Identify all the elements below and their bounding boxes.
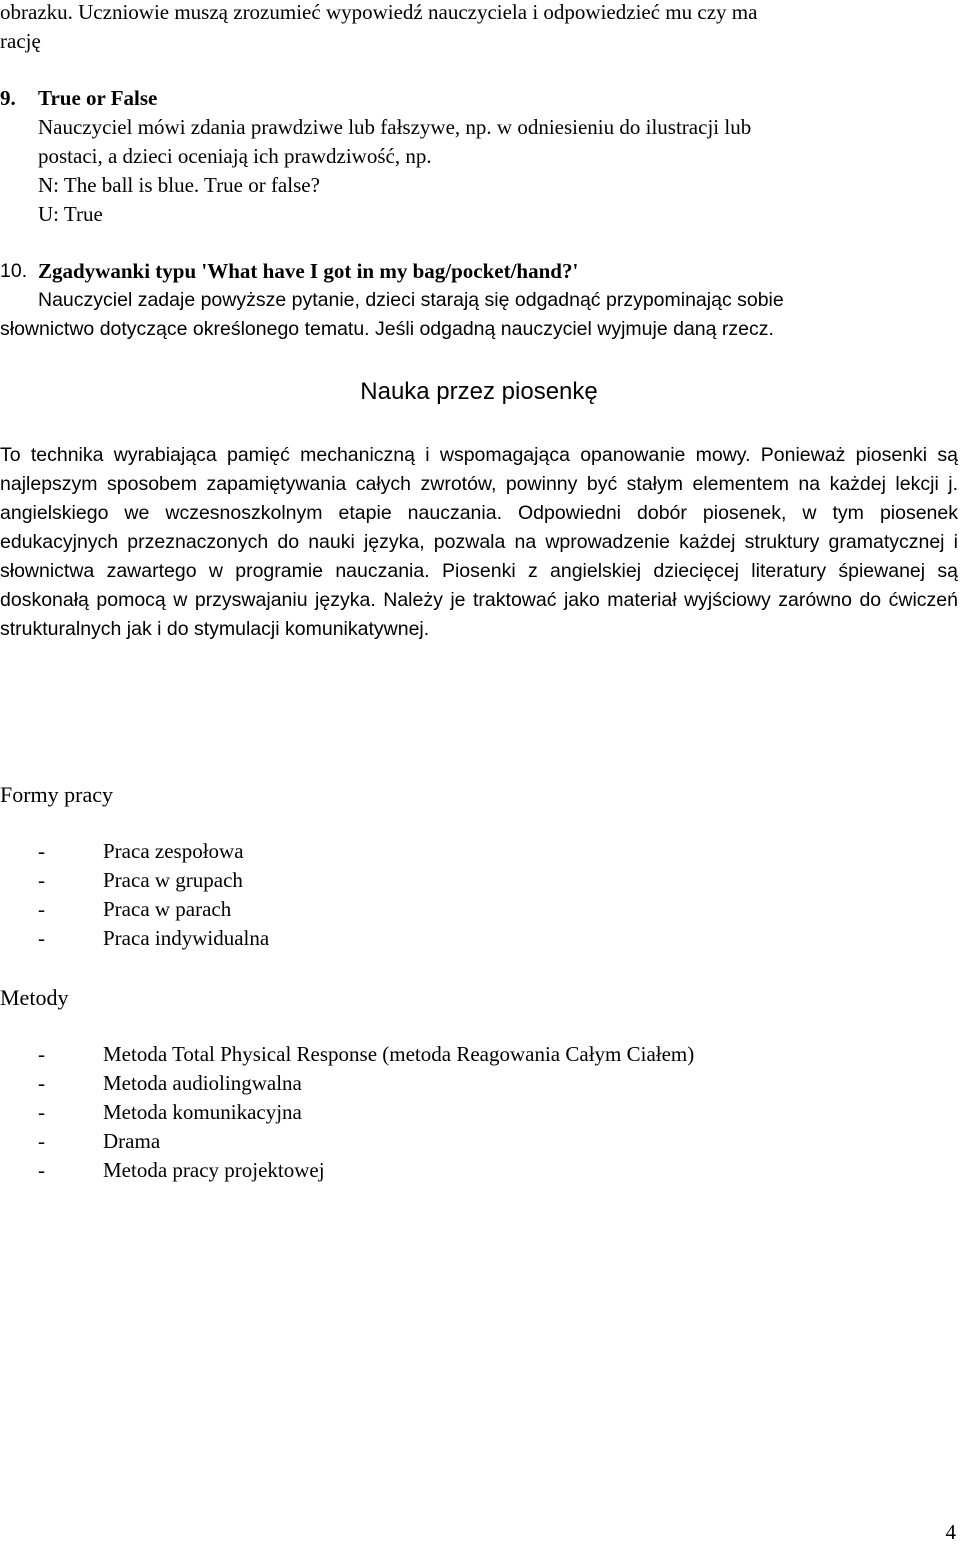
item-title: True or False: [38, 86, 158, 110]
dash-bullet: -: [38, 926, 45, 950]
list-item-text: Praca w grupach: [103, 868, 243, 892]
list-item: [0, 1098, 694, 1127]
example-student: U: True: [38, 202, 103, 226]
list-item-text: Metoda komunikacyjna: [103, 1100, 302, 1124]
dash-bullet: -: [38, 839, 45, 863]
intro-line-2: rację: [0, 29, 41, 53]
list-item: [0, 866, 269, 895]
list-item-text: Drama: [103, 1129, 161, 1153]
item-description-line: Nauczyciel mówi zdania prawdziwe lub fałszywe, np. w odniesieniu do ilustracji lub: [38, 115, 752, 139]
list-item: [0, 895, 269, 924]
intro-continuation: [0, 0, 958, 56]
section-paragraph-song: [0, 441, 958, 644]
list-item-10: [0, 257, 958, 344]
methods-list: [0, 1040, 694, 1185]
section-title-song: Nauka przez piosenkę: [360, 378, 598, 405]
item-number: 10.: [0, 260, 28, 282]
list-item: [0, 1127, 694, 1156]
dash-bullet: -: [38, 868, 45, 892]
list-item-text: Metoda Total Physical Response (metoda Reagowania Całym Ciałem): [103, 1042, 695, 1066]
dash-bullet: -: [38, 1158, 45, 1182]
heading-forms: Formy pracy: [0, 782, 114, 807]
item-title: Zgadywanki typu 'What have I got in my bag/pocket/hand?': [38, 259, 579, 283]
forms-list: [0, 837, 269, 953]
item-description-line: słownictwo dotyczące określonego tematu. Jeśli odgadną nauczyciel wyjmuje daną rzecz.: [0, 318, 774, 340]
dash-bullet: -: [38, 1129, 45, 1153]
list-item: [0, 1040, 694, 1069]
intro-line-1: obrazku. Uczniowie muszą zrozumieć wypowiedź nauczyciela i odpowiedzieć mu czy ma: [0, 0, 758, 24]
list-item-9: [0, 84, 958, 229]
song-paragraph: To technika wyrabiająca pamięć mechaniczną i wspomagająca opanowanie mowy. Ponieważ piosenki są najlepszym sposobem zapamiętywania całych zwrotów, powinny być stałym elementem na każdej lekcji j. angielskiego we wczesnoszkolnym etapie nauczania. Odpowiedni dobór piosenek, w tym piosenek edukacyjnych przeznaczonych do nauki języka, pozwala na wprowadzenie każdej struktury gramatycznej i słownictwa zawartego w programie nauczania. Piosenki z angielskiej dziecięcej literatury śpiewanej są doskonałą pomocą w przyswajaniu języka. Należy je traktować jako materiał wyjściowy zarówno do ćwiczeń strukturalnych jak i do stymulacji komunikatywnej.: [0, 444, 958, 640]
dash-bullet: -: [38, 1071, 45, 1095]
list-item-text: Metoda audiolingwalna: [103, 1071, 302, 1095]
list-item-text: Praca zespołowa: [103, 839, 244, 863]
dash-bullet: -: [38, 897, 45, 921]
list-item: [0, 924, 269, 953]
page-number: 4: [945, 1520, 956, 1544]
dash-bullet: -: [38, 1042, 45, 1066]
list-item-text: Praca w parach: [103, 897, 232, 921]
list-item: [0, 837, 269, 866]
heading-methods: Metody: [0, 985, 69, 1010]
dash-bullet: -: [38, 1100, 45, 1124]
example-teacher: N: The ball is blue. True or false?: [38, 173, 320, 197]
item-description-line: postaci, a dzieci oceniają ich prawdziwość, np.: [38, 144, 432, 168]
list-item-text: Metoda pracy projektowej: [103, 1158, 325, 1182]
list-item: [0, 1156, 694, 1185]
item-number: 9.: [0, 86, 16, 110]
list-item: [0, 1069, 694, 1098]
list-item-text: Praca indywidualna: [103, 926, 270, 950]
item-description-line: Nauczyciel zadaje powyższe pytanie, dzieci starają się odgadnąć przypominając sobie: [38, 289, 784, 311]
